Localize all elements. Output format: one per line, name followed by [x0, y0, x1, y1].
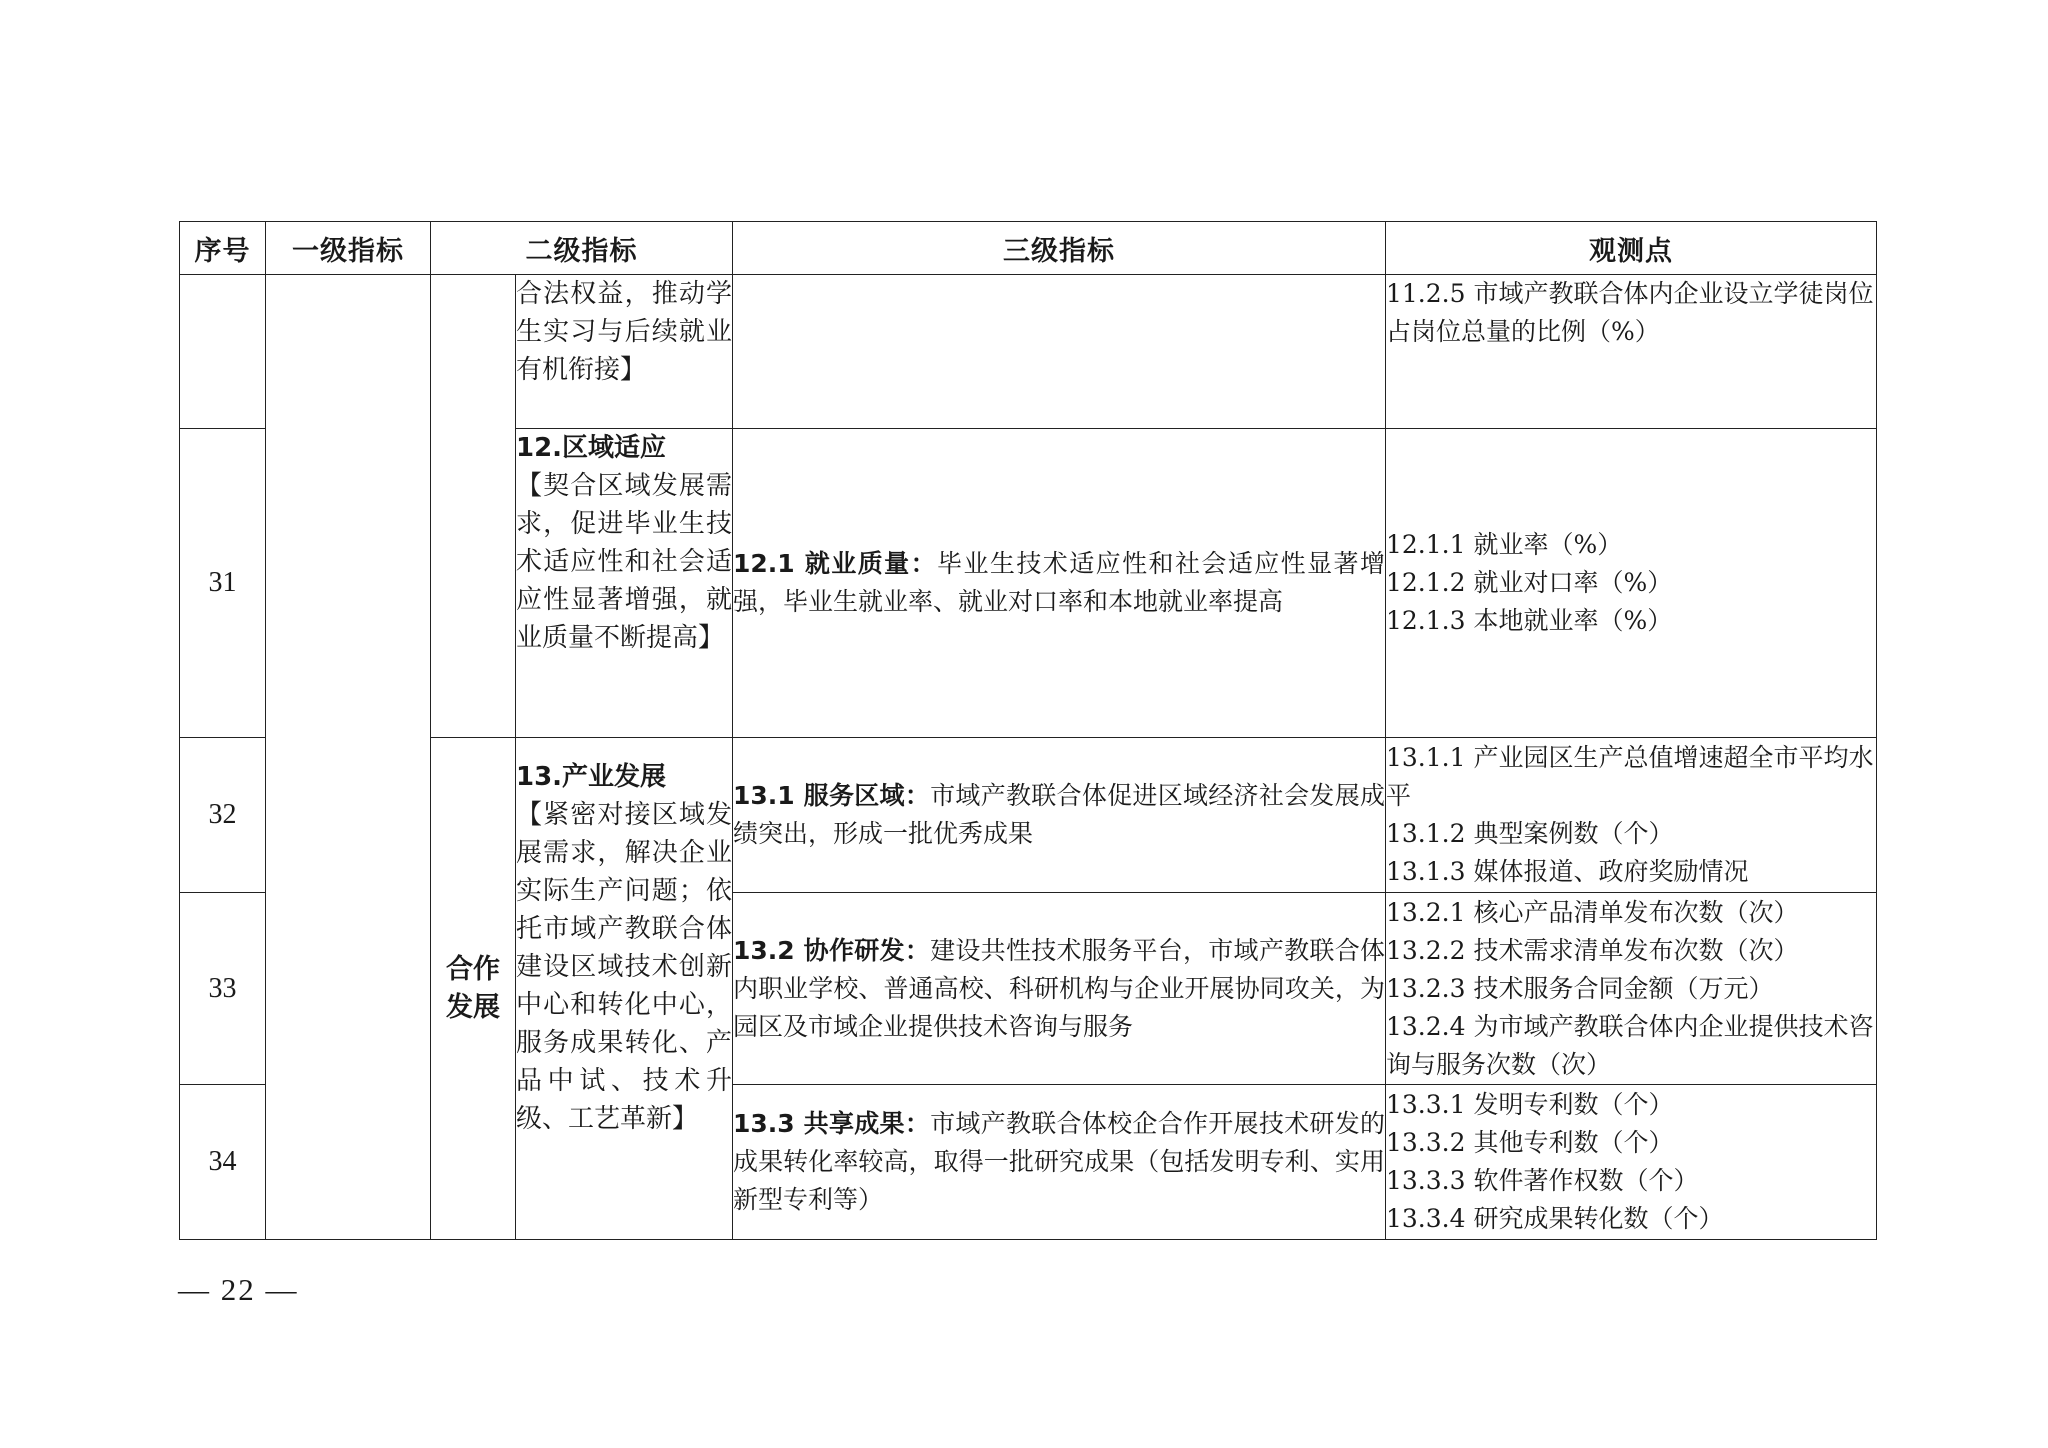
header-level1: 一级指标: [266, 222, 431, 275]
level2-cell: [516, 429, 733, 738]
level3-lead: 12.1 就业质量：: [733, 549, 938, 578]
indicator-table: [179, 221, 1877, 1240]
level1-cell: [266, 275, 431, 1240]
row-seq: [180, 275, 266, 429]
level3-cell-empty: [733, 275, 1386, 429]
row-seq: 33: [180, 893, 266, 1085]
observation-item: 13.2.3 技术服务合同金额（万元）: [1386, 973, 1774, 1003]
level3-lead: 13.3 共享成果：: [733, 1109, 931, 1138]
header-observation: 观测点: [1386, 222, 1877, 275]
table-row: [180, 738, 1877, 893]
observation-item: 13.3.4 研究成果转化数（个）: [1386, 1204, 1724, 1233]
level3-cell: [733, 893, 1386, 1085]
observation-cell: [1386, 429, 1877, 738]
observation-item: 13.1.2 典型案例数（个）: [1386, 819, 1674, 848]
table-row: [180, 275, 1877, 429]
level3-lead: 13.2 协作研发：: [733, 935, 931, 965]
level2-title: 13.产业发展: [516, 762, 667, 792]
level2-text: 合法权益，推动学生实习与后续就业有机衔接】: [516, 279, 732, 385]
observation-item: 13.2.1 核心产品清单发布次数（次）: [1386, 897, 1799, 927]
group-label: [431, 738, 516, 1240]
level2-text-cont: [516, 275, 733, 429]
level3-lead: 13.1 服务区域：: [733, 781, 931, 810]
observation-item: 13.2.2 技术需求清单发布次数（次）: [1386, 935, 1799, 965]
page-number: — 22 —: [178, 1272, 299, 1307]
level3-cell: [733, 429, 1386, 738]
level3-text: 毕业生技术适应性和社会适应性显著增强，毕业生就业率、就业对口率和本地就业率提高: [733, 549, 1385, 616]
level3-text: 市域产教联合体促进区域经济社会发展成绩突出，形成一批优秀成果: [733, 781, 1385, 848]
observation-item: 13.3.2 其他专利数（个）: [1386, 1128, 1674, 1157]
header-level3: 三级指标: [733, 222, 1386, 275]
observation-cell: [1386, 1085, 1877, 1240]
observation-cell: [1386, 738, 1877, 893]
level3-text: 市域产教联合体校企合作开展技术研发的成果转化率较高，取得一批研究成果（包括发明专利、实用新型专利等）: [733, 1109, 1385, 1214]
header-seq: 序号: [180, 222, 266, 275]
level3-cell: [733, 1085, 1386, 1240]
observation-item: 13.3.1 发明专利数（个）: [1386, 1090, 1674, 1119]
observation-item: 12.1.3 本地就业率（%）: [1386, 606, 1673, 635]
observation-item: 12.1.1 就业率（%）: [1386, 530, 1623, 559]
level3-cell: [733, 738, 1386, 893]
observation-item: 13.2.4 为市域产教联合体内企业提供技术咨询与服务次数（次）: [1386, 1011, 1874, 1079]
level2-group-empty: [431, 275, 516, 738]
observation-cell: [1386, 893, 1877, 1085]
observation-cell: [1386, 275, 1877, 429]
level2-title: 12.区域适应: [516, 433, 667, 463]
level2-text: 【紧密对接区域发展需求，解决企业实际生产问题；依托市域产教联合体建设区域技术创新中心和转化中心，服务成果转化、产品中试、技术升级、工艺革新】: [516, 800, 732, 1134]
observation-item: 13.3.3 软件著作权数（个）: [1386, 1166, 1699, 1195]
header-level2: 二级指标: [431, 222, 733, 275]
level2-text: 【契合区域发展需求，促进毕业生技术适应性和社会适应性显著增强，就业质量不断提高】: [516, 471, 732, 653]
observation-item: 13.1.3 媒体报道、政府奖励情况: [1386, 857, 1749, 886]
level3-text: 建设共性技术服务平台，市域产教联合体内职业学校、普通高校、科研机构与企业开展协同攻关，为园区及市域企业提供技术咨询与服务: [733, 935, 1385, 1041]
table-header-row: [180, 222, 1877, 275]
row-seq: 32: [180, 738, 266, 893]
level2-cell: [516, 738, 733, 1240]
observation-item: 12.1.2 就业对口率（%）: [1386, 568, 1673, 597]
observation-item: 13.1.1 产业园区生产总值增速超全市平均水平: [1386, 743, 1874, 810]
row-seq: 34: [180, 1085, 266, 1240]
observation-item: 11.2.5 市域产教联合体内企业设立学徒岗位占岗位总量的比例（%）: [1386, 279, 1874, 346]
row-seq: 31: [180, 429, 266, 738]
group-label-text: 合作发展: [446, 953, 500, 1023]
